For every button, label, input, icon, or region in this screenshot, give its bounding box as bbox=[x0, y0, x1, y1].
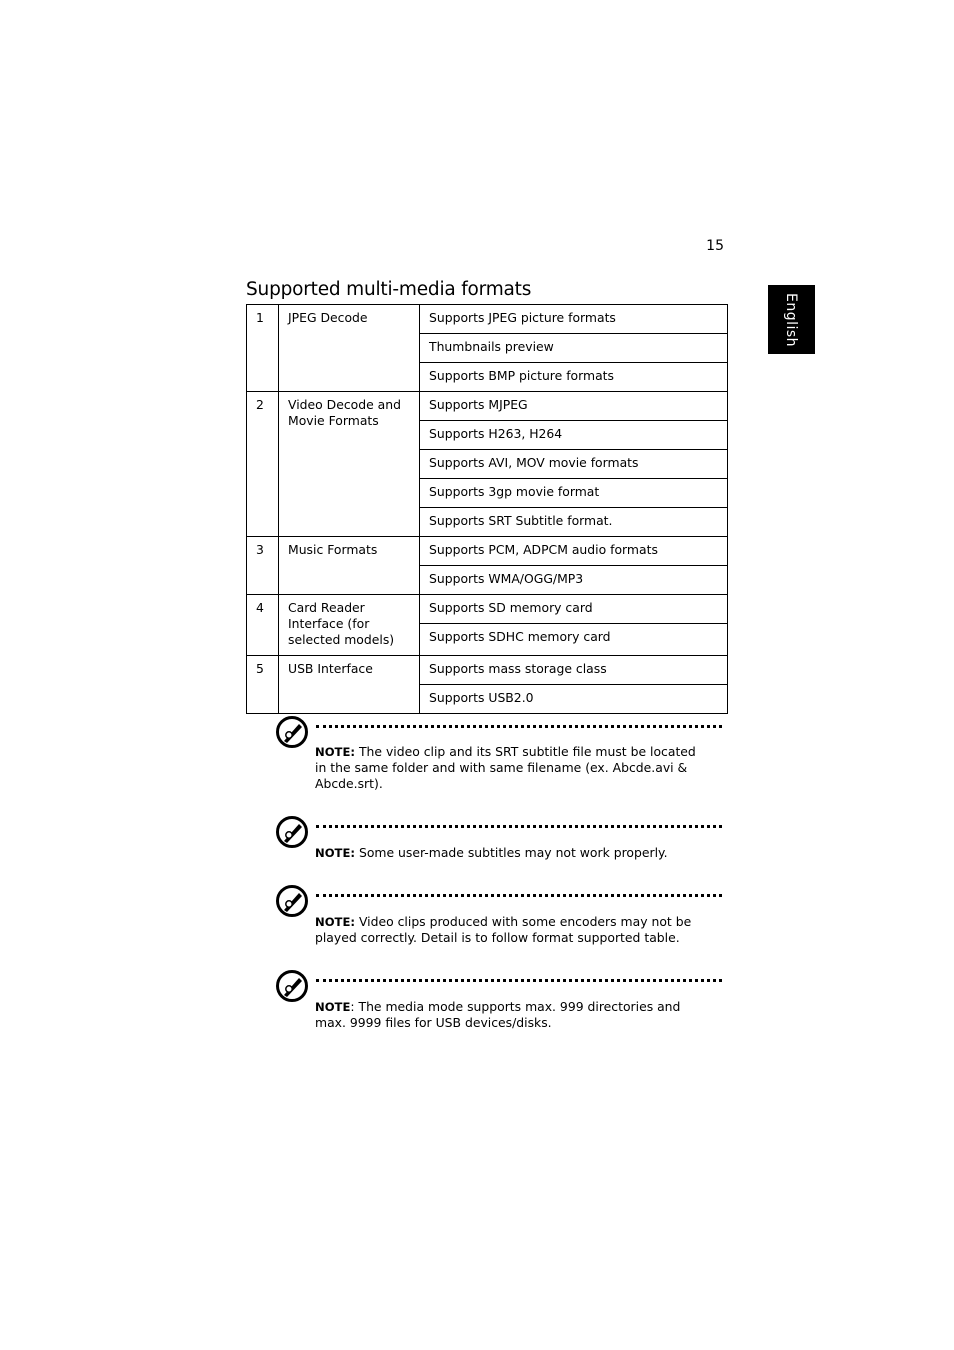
table-row bbox=[247, 537, 728, 566]
note-text bbox=[315, 914, 700, 946]
note-label: NOTE: bbox=[315, 745, 356, 759]
note-body: The video clip and its SRT subtitle file must be located in the same folder and with same filename (ex. Abcde.avi & Abcde.srt). bbox=[315, 744, 696, 791]
format-feature: Supports mass storage class bbox=[420, 656, 728, 685]
note-pen-icon bbox=[275, 715, 309, 749]
format-feature: Supports USB2.0 bbox=[420, 685, 728, 714]
note-divider bbox=[316, 979, 722, 982]
row-number: 5 bbox=[247, 656, 279, 714]
row-number: 2 bbox=[247, 392, 279, 537]
format-category: Card Reader Interface (for selected models) bbox=[279, 595, 420, 656]
row-number: 1 bbox=[247, 305, 279, 392]
format-feature: Supports SDHC memory card bbox=[420, 624, 728, 656]
note-label: NOTE bbox=[315, 1000, 351, 1014]
formats-table bbox=[246, 304, 728, 714]
note-pen-icon bbox=[275, 815, 309, 849]
note-pen-icon bbox=[275, 884, 309, 918]
format-feature: Supports H263, H264 bbox=[420, 421, 728, 450]
row-number: 4 bbox=[247, 595, 279, 656]
format-category: Video Decode and Movie Formats bbox=[279, 392, 420, 537]
language-tab-label: English bbox=[783, 292, 800, 347]
section-title: Supported multi-media formats bbox=[246, 279, 532, 300]
table-row bbox=[247, 656, 728, 685]
note-label: NOTE: bbox=[315, 846, 356, 860]
language-tab bbox=[768, 285, 815, 354]
note-text bbox=[315, 999, 700, 1031]
page-number: 15 bbox=[706, 238, 724, 254]
format-feature: Supports WMA/OGG/MP3 bbox=[420, 566, 728, 595]
format-feature: Supports 3gp movie format bbox=[420, 479, 728, 508]
note-divider bbox=[316, 894, 722, 897]
note-pen-icon bbox=[275, 969, 309, 1003]
table-row bbox=[247, 392, 728, 421]
note-divider bbox=[316, 725, 722, 728]
row-number: 3 bbox=[247, 537, 279, 595]
note-text bbox=[315, 744, 700, 792]
format-category: JPEG Decode bbox=[279, 305, 420, 392]
format-feature: Supports PCM, ADPCM audio formats bbox=[420, 537, 728, 566]
note-label: NOTE: bbox=[315, 915, 356, 929]
table-row bbox=[247, 305, 728, 334]
format-feature: Supports AVI, MOV movie formats bbox=[420, 450, 728, 479]
format-category: Music Formats bbox=[279, 537, 420, 595]
format-feature: Supports SD memory card bbox=[420, 595, 728, 624]
format-feature: Supports MJPEG bbox=[420, 392, 728, 421]
format-feature: Supports BMP picture formats bbox=[420, 363, 728, 392]
note-body: : The media mode supports max. 999 directories and max. 9999 files for USB devices/disks. bbox=[315, 999, 681, 1030]
note-text bbox=[315, 845, 700, 861]
format-feature: Supports JPEG picture formats bbox=[420, 305, 728, 334]
table-row bbox=[247, 595, 728, 624]
format-category: USB Interface bbox=[279, 656, 420, 714]
format-feature: Thumbnails preview bbox=[420, 334, 728, 363]
note-body: Some user-made subtitles may not work properly. bbox=[355, 845, 668, 860]
format-feature: Supports SRT Subtitle format. bbox=[420, 508, 728, 537]
note-divider bbox=[316, 825, 722, 828]
note-body: Video clips produced with some encoders may not be played correctly. Detail is to follow format supported table. bbox=[315, 914, 692, 945]
